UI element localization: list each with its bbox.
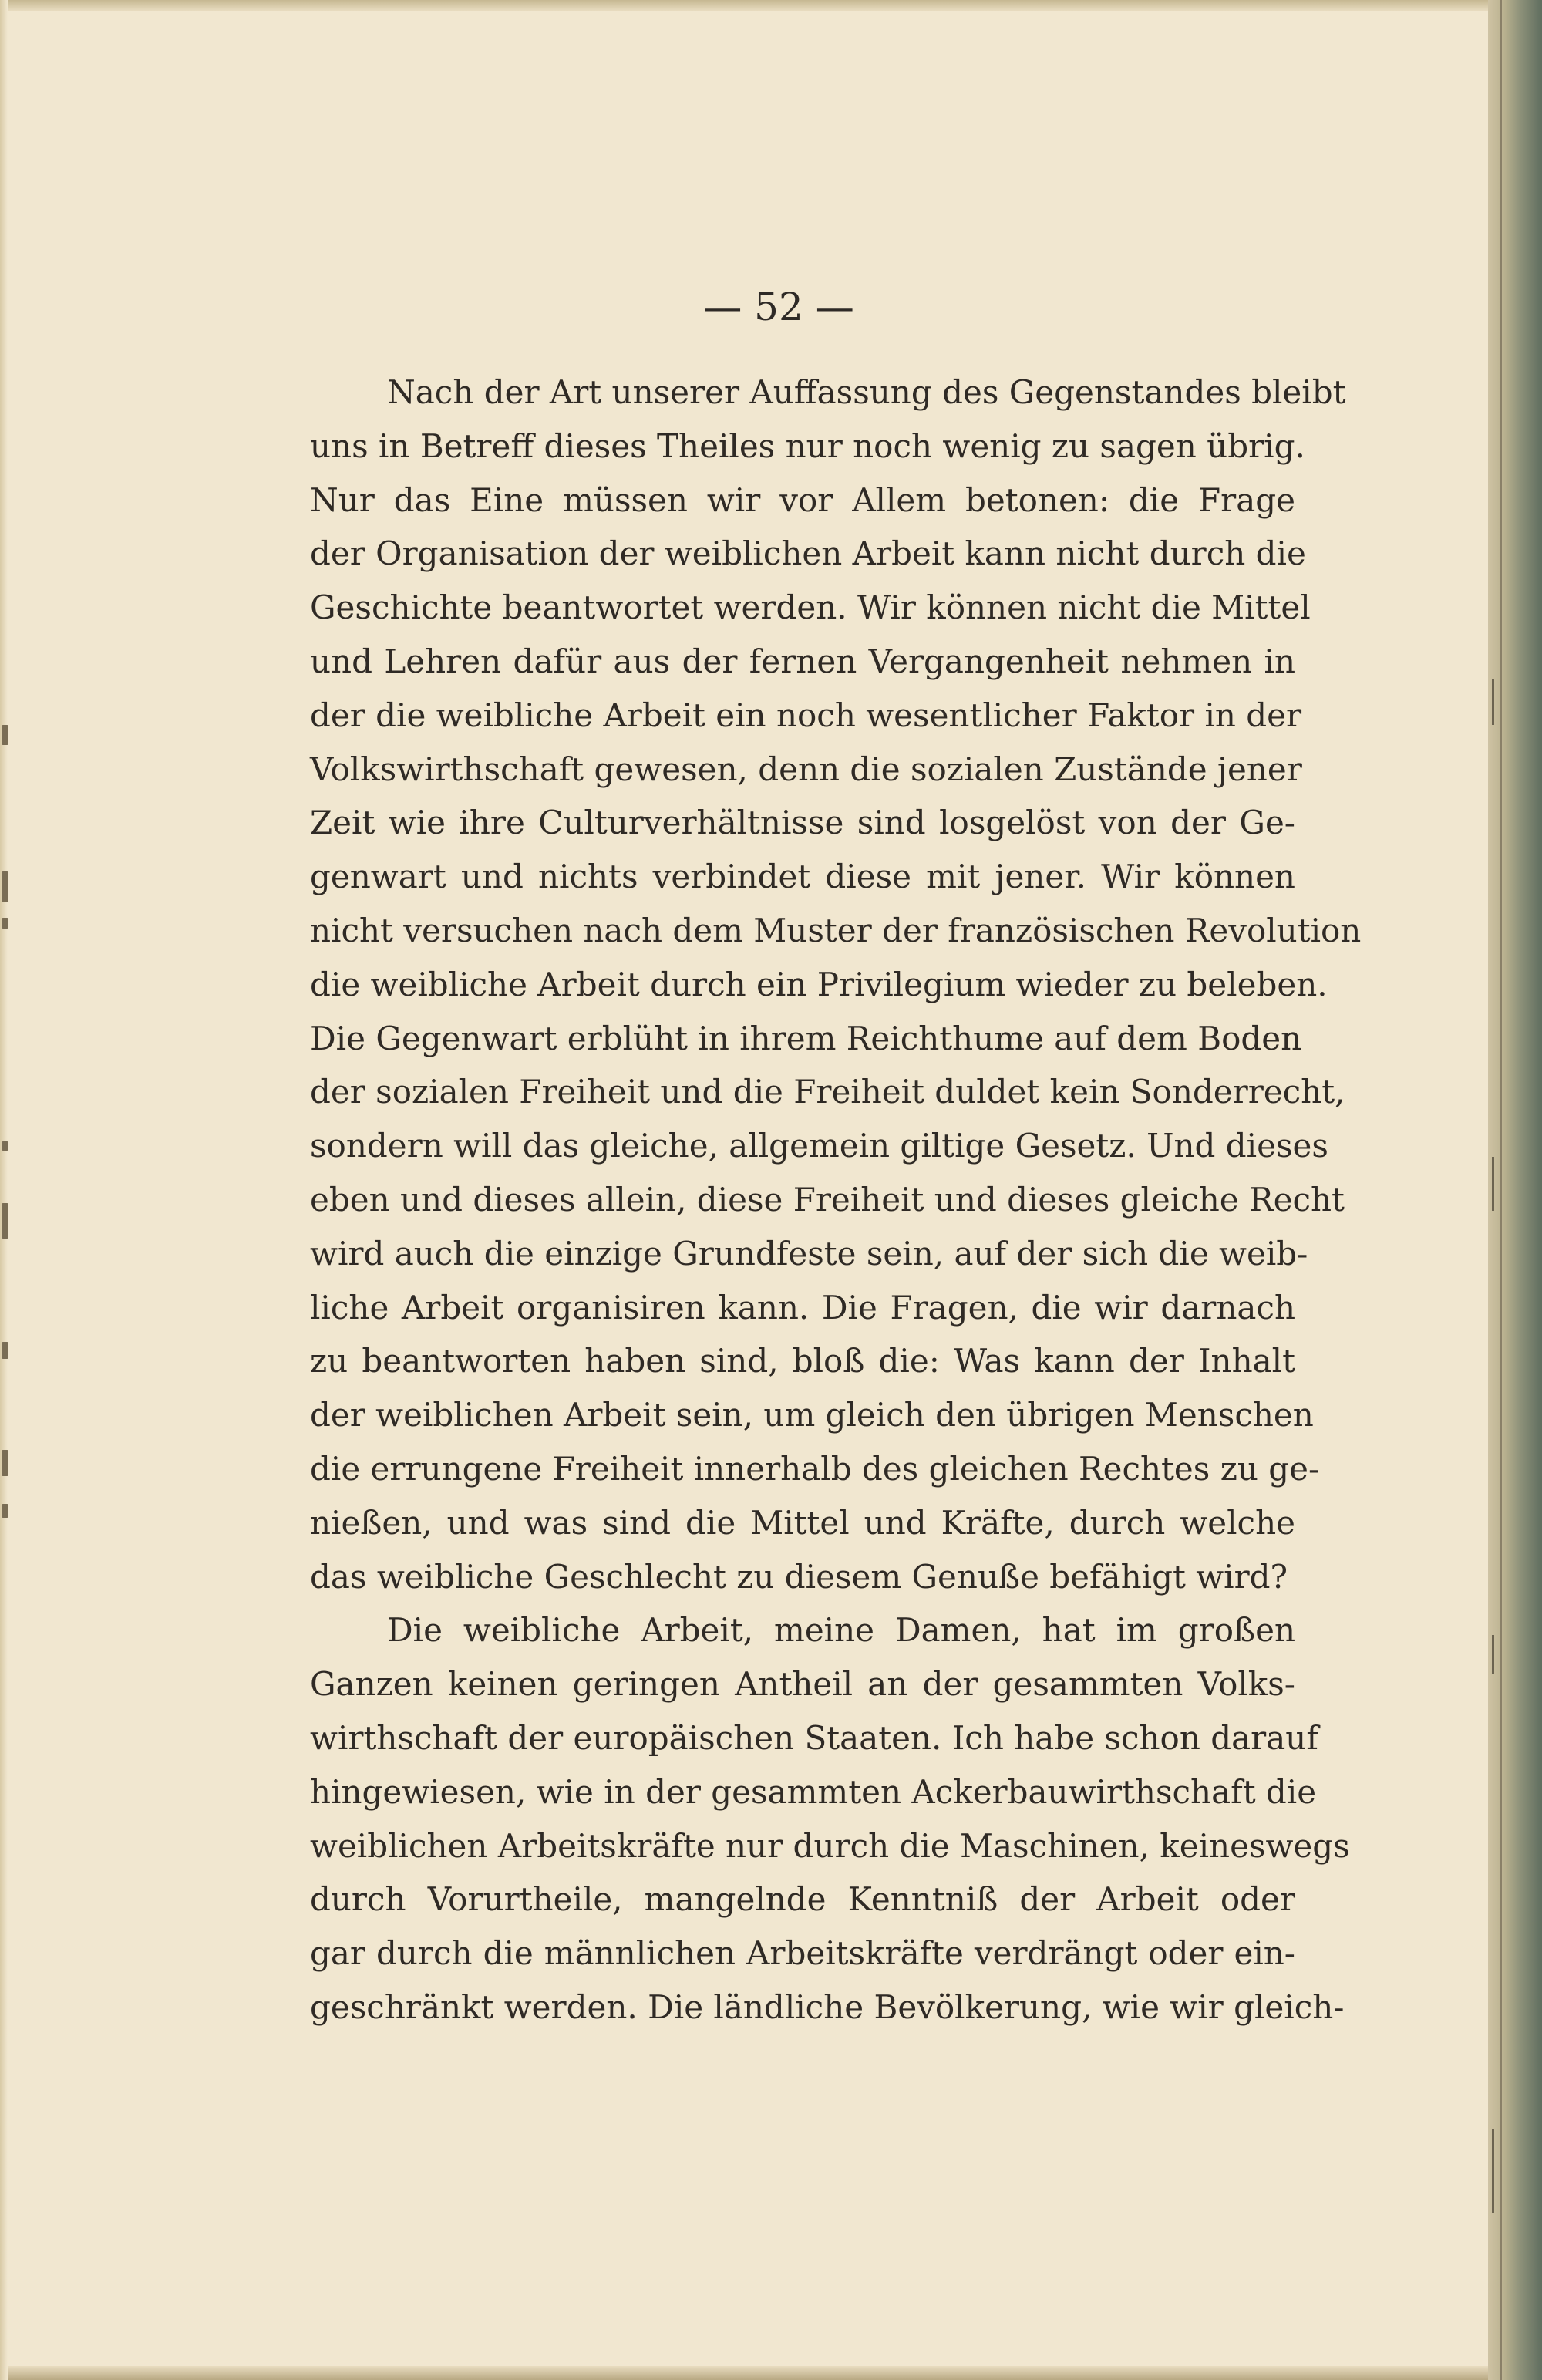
text-line: zu beantworten haben sind, bloß die: Was kann der Inhalt — [310, 1342, 1295, 1380]
text-line: eben und dieses allein, diese Freiheit und dieses gleiche Recht — [310, 1180, 1345, 1219]
text-line: das weibliche Geschlecht zu diesem Genuße befähigt wird? — [310, 1557, 1288, 1596]
text-line: Ganzen keinen geringen Antheil an der gesammten Volks- — [310, 1665, 1295, 1704]
text-line: und Lehren dafür aus der fernen Vergangenheit nehmen in — [310, 642, 1295, 680]
binding-stitch-mark — [2, 1504, 8, 1518]
text-line: die weibliche Arbeit durch ein Privilegium wieder zu beleben. — [310, 965, 1328, 1003]
text-line: hingewiesen, wie in der gesammten Ackerbauwirthschaft die — [310, 1772, 1317, 1811]
binding-stitch-mark — [2, 1141, 8, 1151]
fold-shadow-mark — [1492, 1157, 1494, 1211]
paragraph-2 — [310, 1603, 1350, 2034]
text-line: nießen, und was sind die Mittel und Kräfte, durch welche — [310, 1503, 1295, 1542]
text-line: Die Gegenwart erblüht in ihrem Reichthume auf dem Boden — [310, 1019, 1302, 1057]
page-fold-line — [1500, 0, 1502, 2380]
text-line: uns in Betreff dieses Theiles nur noch wenig zu sagen übrig. — [310, 426, 1305, 465]
fold-shadow-mark — [1492, 679, 1494, 725]
text-line: der sozialen Freiheit und die Freiheit duldet kein Sonderrecht, — [310, 1073, 1345, 1111]
text-line: Nach der Art unserer Auffassung des Gegenstandes bleibt — [387, 373, 1346, 411]
book-spine — [1488, 0, 1542, 2380]
binding-stitch-mark — [2, 871, 8, 902]
body-text — [310, 366, 1362, 2034]
text-line: Nur das Eine müssen wir vor Allem betonen: die Frage — [310, 480, 1295, 519]
binding-stitch-mark — [2, 725, 8, 745]
text-line: Geschichte beantwortet werden. Wir können nicht die Mittel — [310, 588, 1311, 627]
text-line: der Organisation der weiblichen Arbeit kann nicht durch die — [310, 534, 1306, 573]
fold-shadow-mark — [1492, 1635, 1494, 1674]
text-line: gar durch die männlichen Arbeitskräfte verdrängt oder ein- — [310, 1934, 1295, 1973]
text-line: liche Arbeit organisiren kann. Die Fragen, die wir darnach — [310, 1288, 1295, 1327]
binding-stitch-mark — [2, 1342, 8, 1359]
text-line: Volkswirthschaft gewesen, denn die sozialen Zustände jener — [310, 750, 1302, 788]
text-line: geschränkt werden. Die ländliche Bevölkerung, wie wir gleich- — [310, 1987, 1345, 2026]
page-top-edge — [0, 0, 1488, 11]
binding-stitch-mark — [2, 1450, 8, 1476]
text-line: durch Vorurtheile, mangelnde Kenntniß der Arbeit oder — [310, 1880, 1295, 1919]
text-line: wird auch die einzige Grundfeste sein, auf der sich die weib- — [310, 1234, 1308, 1273]
page-bottom-edge — [0, 2366, 1488, 2380]
binding-stitch-mark — [2, 1203, 8, 1239]
text-line: weiblichen Arbeitskräfte nur durch die Maschinen, keineswegs — [310, 1826, 1350, 1865]
text-line: genwart und nichts verbindet diese mit jener. Wir können — [310, 858, 1295, 896]
page-left-edge — [0, 0, 8, 2380]
text-line: sondern will das gleiche, allgemein giltige Gesetz. Und dieses — [310, 1127, 1328, 1165]
text-line: Zeit wie ihre Culturverhältnisse sind losgelöst von der Ge- — [310, 804, 1295, 842]
paragraph-1 — [310, 366, 1362, 1603]
text-line: Die weibliche Arbeit, meine Damen, hat im großen — [387, 1611, 1295, 1650]
fold-shadow-mark — [1492, 2129, 1494, 2213]
page-number: — 52 — — [703, 285, 854, 329]
text-line: wirthschaft der europäischen Staaten. Ich habe schon darauf — [310, 1718, 1318, 1757]
binding-stitch-mark — [2, 918, 8, 929]
text-line: der weiblichen Arbeit sein, um gleich den übrigen Menschen — [310, 1396, 1314, 1434]
text-line: nicht versuchen nach dem Muster der französischen Revolution — [310, 911, 1362, 949]
text-line: die errungene Freiheit innerhalb des gleichen Rechtes zu ge- — [310, 1449, 1320, 1488]
text-line: der die weibliche Arbeit ein noch wesentlicher Faktor in der — [310, 696, 1302, 734]
